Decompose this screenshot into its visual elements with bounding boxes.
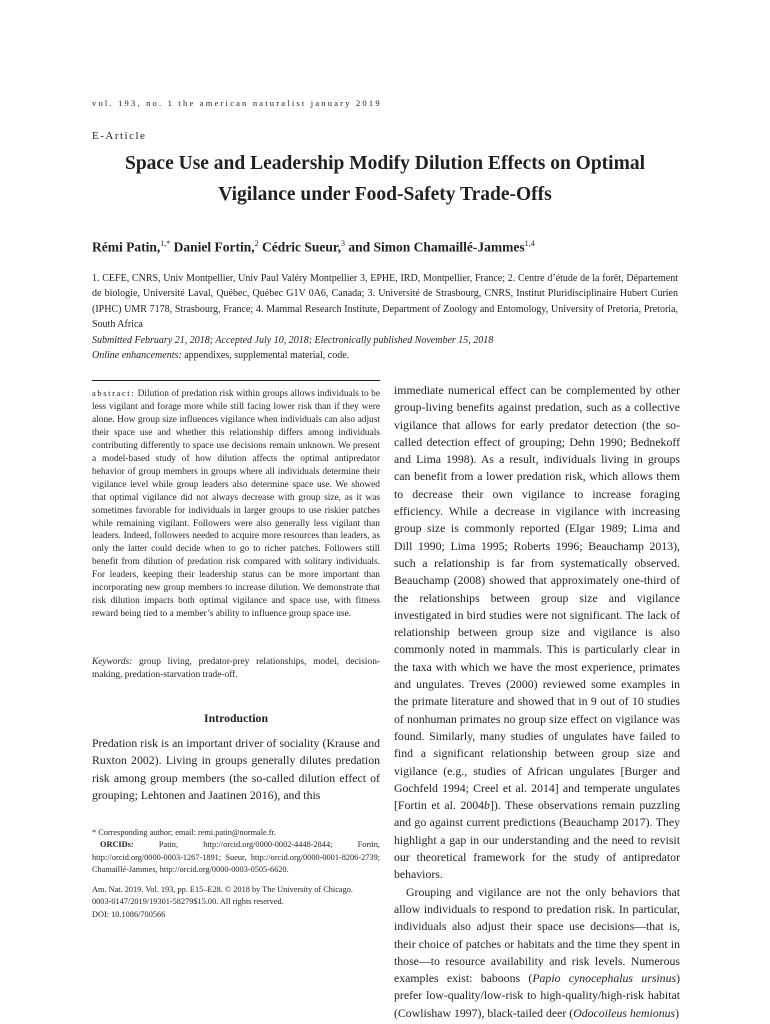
author-name: and Simon Chamaillé-Jammes xyxy=(345,239,525,255)
citation-line: Am. Nat. 2019. Vol. 193, pp. E15–E28. © 2018 by The University of Chicago. xyxy=(92,885,353,894)
keywords xyxy=(92,656,380,682)
article-title: Space Use and Leadership Modify Dilution Effects on Optimal Vigilance under Food-Safety Trade-Offs xyxy=(124,153,646,205)
keywords-label: Keywords: xyxy=(92,657,133,667)
online-enhancements-label: Online enhancements: xyxy=(92,350,182,362)
doi-line: DOI: 10.1086/700566 xyxy=(92,909,166,919)
species-name: Papio cynocephalus ursinus xyxy=(532,971,677,986)
abstract-label: abstract: xyxy=(92,388,136,398)
author-affiliation-marker: 2 xyxy=(254,239,259,248)
publication-dates xyxy=(92,333,678,364)
abstract xyxy=(92,387,380,621)
author-list xyxy=(92,239,678,256)
body-text: Grouping and vigilance are not the only behaviors that allow individuals to respond to predation risk. In particular, individuals also adjust their space use decisions—that is, their choice of patches or habitats and the time they spent in those—to resource availability and risk levels. Numerous examples exist: baboons ( xyxy=(394,884,680,986)
section-label: E-Article xyxy=(92,130,147,142)
body-text: ) prefer low-quality/low-risk to high-quality/high-risk habitat (Cowlishaw 1997), black-tailed deer ( xyxy=(394,971,681,1020)
keywords-text: group living, predator-prey relationships, model, decision-making, predation-starvation trade-off. xyxy=(92,657,380,680)
submission-dates: Submitted February 21, 2018; Accepted July 10, 2018; Electronically published November 15, 2018 xyxy=(92,335,494,346)
online-enhancements xyxy=(92,348,678,363)
running-head: vol. 193, no. 1 the american naturalist january 2019 xyxy=(92,98,382,108)
author-affiliation-marker: 3 xyxy=(341,239,346,248)
author-affiliation-marker: 1,* xyxy=(160,239,171,248)
introduction-paragraph: Predation risk is an important driver of sociality (Krause and Ruxton 2002). Living in groups generally dilutes predation risk among group members (the so-called dilution effect of grouping; Lehtonen and Jaatinen 2016), and this xyxy=(92,736,380,802)
body-text: immediate numerical effect can be complemented by other group-living benefits against predation, such as a collective vigilance that allows for early predator detection (the so-called detection effect of grouping; Dehn 1990; Bednekoff and Lima 1998). As a result, individuals living in groups can benefit from a lower predation risk, which allows them to decrease their own vigilance to increase foraging efficiency. While a decrease in vigilance with increasing group size is commonly reported (Elgar 1989; Lima and Dill 1990; Lima 1995; Roberts 1996; Beauchamp 2013), such a relationship is far from systematically observed. Beauchamp (2008) showed that approximately one-third of the relationships between group size and vigilance investigated in bird studies were not significant. The lack of relationship between group size and vigilance is also commonly noted in mammals. This is particularly clear in the taxa with which we have the most experience, primates and ungulates. Treves (2000) reviewed some examples in the primate literature and showed that in 9 out of 10 studies of nonhuman primates no group size effect on vigilance was found. Similarly, many studies of ungulates have failed to find a significant relationship between group size and vigilance (e.g., studies of African ungulates [Burger and Gochfeld 1994; Creel et al. 2014] and temperate ungulates [Fortin et al. 2004 xyxy=(394,383,680,813)
species-name: Odocoileus hemionus xyxy=(573,1005,676,1020)
introduction-heading: Introduction xyxy=(203,711,269,725)
author-name: Rémi Patin, xyxy=(92,239,161,255)
orcid-text: Patin, http://orcid.org/0000-0002-4448-2844; Fortin, http://orcid.org/0000-0003-1267-1891; Sueur, http://orcid.org/0000-0001-8206-2739; Chamaillé-Jammes, http://orcid.org/0000-0003-0505-6620. xyxy=(92,840,380,875)
orcid-label: ORCIDs: xyxy=(100,840,134,850)
author-name: Cédric Sueur, xyxy=(258,239,342,255)
body-paragraph xyxy=(394,884,680,1022)
copyright-line: 0003-0147/2019/19301-58279$15.00. All rights reserved. xyxy=(92,897,284,907)
body-text: ) xyxy=(675,1005,680,1020)
body-text: ]). These observations remain puzzling and go against current predictions (Beauchamp 2017). They highlight a gap in our understanding and the need to revisit our theoretical framework for the study of antipredator behaviors. xyxy=(394,798,680,882)
affiliations: 1. CEFE, CNRS, Univ Montpellier, Univ Paul Valéry Montpellier 3, EPHE, IRD, Montpellier, France; 2. Centre d’étude de la forêt, Département de biologie, Université Laval, Québec, Québec G1V 0A6, Canada; 3. Université de Strasbourg, CNRS, Institut Pluridisciplinaire Hubert Curien (IPHC) UMR 7178, Strasbourg, France; 4. Mammal Research Institute, Department of Zoology and Entomology, University of Pretoria, Pretoria, South Africa xyxy=(92,273,678,331)
publication-info xyxy=(92,884,380,921)
footnotes xyxy=(92,827,380,877)
body-text-italic: b xyxy=(484,798,490,813)
corresponding-author-note: * Corresponding author; email: remi.patin@normale.fr. xyxy=(92,828,276,837)
online-enhancements-text: appendixes, supplemental material, code. xyxy=(181,350,350,362)
author-affiliation-marker: 1,4 xyxy=(524,239,535,248)
author-name: Daniel Fortin, xyxy=(170,239,255,255)
abstract-divider xyxy=(92,380,380,381)
body-paragraph xyxy=(394,382,680,884)
abstract-text: Dilution of predation risk within groups allows individuals to be less vigilant and forage more while still facing lower risk than if they were alone. How group size influences vigilance when individuals can also adjust their space use and whether this relationship differs among individuals contributing differently to space use decisions remain unknown. We present a model-based study of how dilution affects the optimal antipredator behavior of group members in groups where all individuals determine their vigilance level while group leaders also determine space use. We showed that optimal vigilance did not always decrease with group size, as it was sometimes favorable for individuals in larger groups to use riskier patches while remaining vigilant. Followers were also generally less vigilant than leaders. Indeed, followers needed to acquire more resources than leaders, as only the latter could decide when to go to richer patches. Followers still benefit from dilution of predation risk compared with solitary individuals. For leaders, keeping their leadership status can be more important than incorporating new group members to increase dilution. We demonstrate that risk dilution impacts both optimal vigilance and space use, with fitness reward being tied to a member’s ability to influence group space use. xyxy=(92,389,380,620)
right-column-body xyxy=(394,382,680,1022)
orcid-note xyxy=(92,839,380,876)
